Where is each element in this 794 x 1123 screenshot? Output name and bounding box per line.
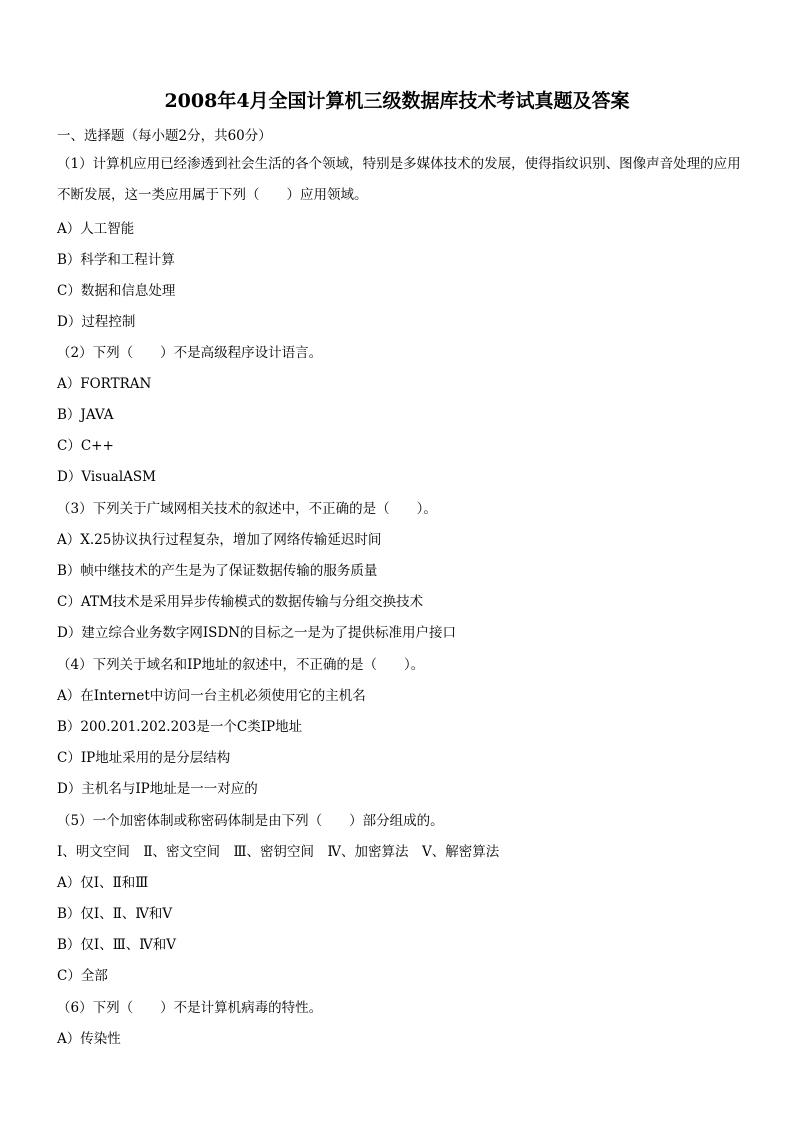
question-4-stem: （4）下列关于域名和IP地址的叙述中，不正确的是（ ）。 (57, 657, 425, 673)
question-2-option-b: B）JAVA (57, 407, 114, 423)
question-3-stem: （3）下列关于广域网相关技术的叙述中，不正确的是（ ）。 (57, 501, 437, 517)
document-title: 2008年4月全国计算机三级数据库技术考试真题及答案 (164, 90, 630, 112)
question-5-option-b-repeat: B）仅Ⅰ、Ⅲ、Ⅳ和Ⅴ (57, 937, 177, 953)
question-6-stem: （6）下列（ ）不是计算机病毒的特性。 (57, 1000, 323, 1016)
question-6-option-a: A）传染性 (57, 1031, 121, 1047)
question-4-option-b: B）200.201.202.203是一个C类IP地址 (57, 719, 303, 735)
question-2-option-d: D）VisualASM (57, 469, 156, 485)
question-1-stem: （1）计算机应用已经渗透到社会生活的各个领域，特别是多媒体技术的发展，使得指纹识别、图像声音处理的应用不断发展，这一类应用属于下列（ ）应用领域。 (57, 156, 741, 203)
question-4-option-d: D）主机名与IP地址是一一对应的 (57, 781, 258, 797)
question-5-option-a: A）仅Ⅰ、Ⅱ和Ⅲ (57, 875, 149, 891)
question-5-stem: （5）一个加密体制或称密码体制是由下列（ ）部分组成的。 (57, 813, 444, 829)
question-2-option-c: C）C++ (57, 438, 114, 454)
question-3-option-d: D）建立综合业务数字网ISDN的目标之一是为了提供标准用户接口 (57, 625, 457, 641)
question-1-option-a: A）人工智能 (57, 221, 135, 237)
question-5-option-b: B）仅Ⅰ、Ⅱ、Ⅳ和Ⅴ (57, 906, 173, 922)
question-3-option-b: B）帧中继技术的产生是为了保证数据传输的服务质量 (57, 563, 378, 579)
question-3-option-c: C）ATM技术是采用异步传输模式的数据传输与分组交换技术 (57, 594, 424, 610)
question-4-option-a: A）在Internet中访问一台主机必须使用它的主机名 (57, 688, 366, 704)
question-4-option-c: C）IP地址采用的是分层结构 (57, 750, 231, 766)
question-5-items: Ⅰ、明文空间 Ⅱ、密文空间 Ⅲ、密钥空间 Ⅳ、加密算法 Ⅴ、解密算法 (57, 844, 500, 860)
question-2-option-a: A）FORTRAN (57, 376, 152, 392)
question-2-stem: （2）下列（ ）不是高级程序设计语言。 (57, 345, 323, 361)
question-1-option-d: D）过程控制 (57, 314, 136, 330)
section-heading: 一、选择题（每小题2分，共60分） (57, 128, 272, 144)
question-1-option-b: B）科学和工程计算 (57, 252, 175, 268)
question-3-option-a: A）X.25协议执行过程复杂，增加了网络传输延迟时间 (57, 532, 382, 548)
question-1-option-c: C）数据和信息处理 (57, 283, 176, 299)
question-5-option-c: C）全部 (57, 968, 108, 984)
